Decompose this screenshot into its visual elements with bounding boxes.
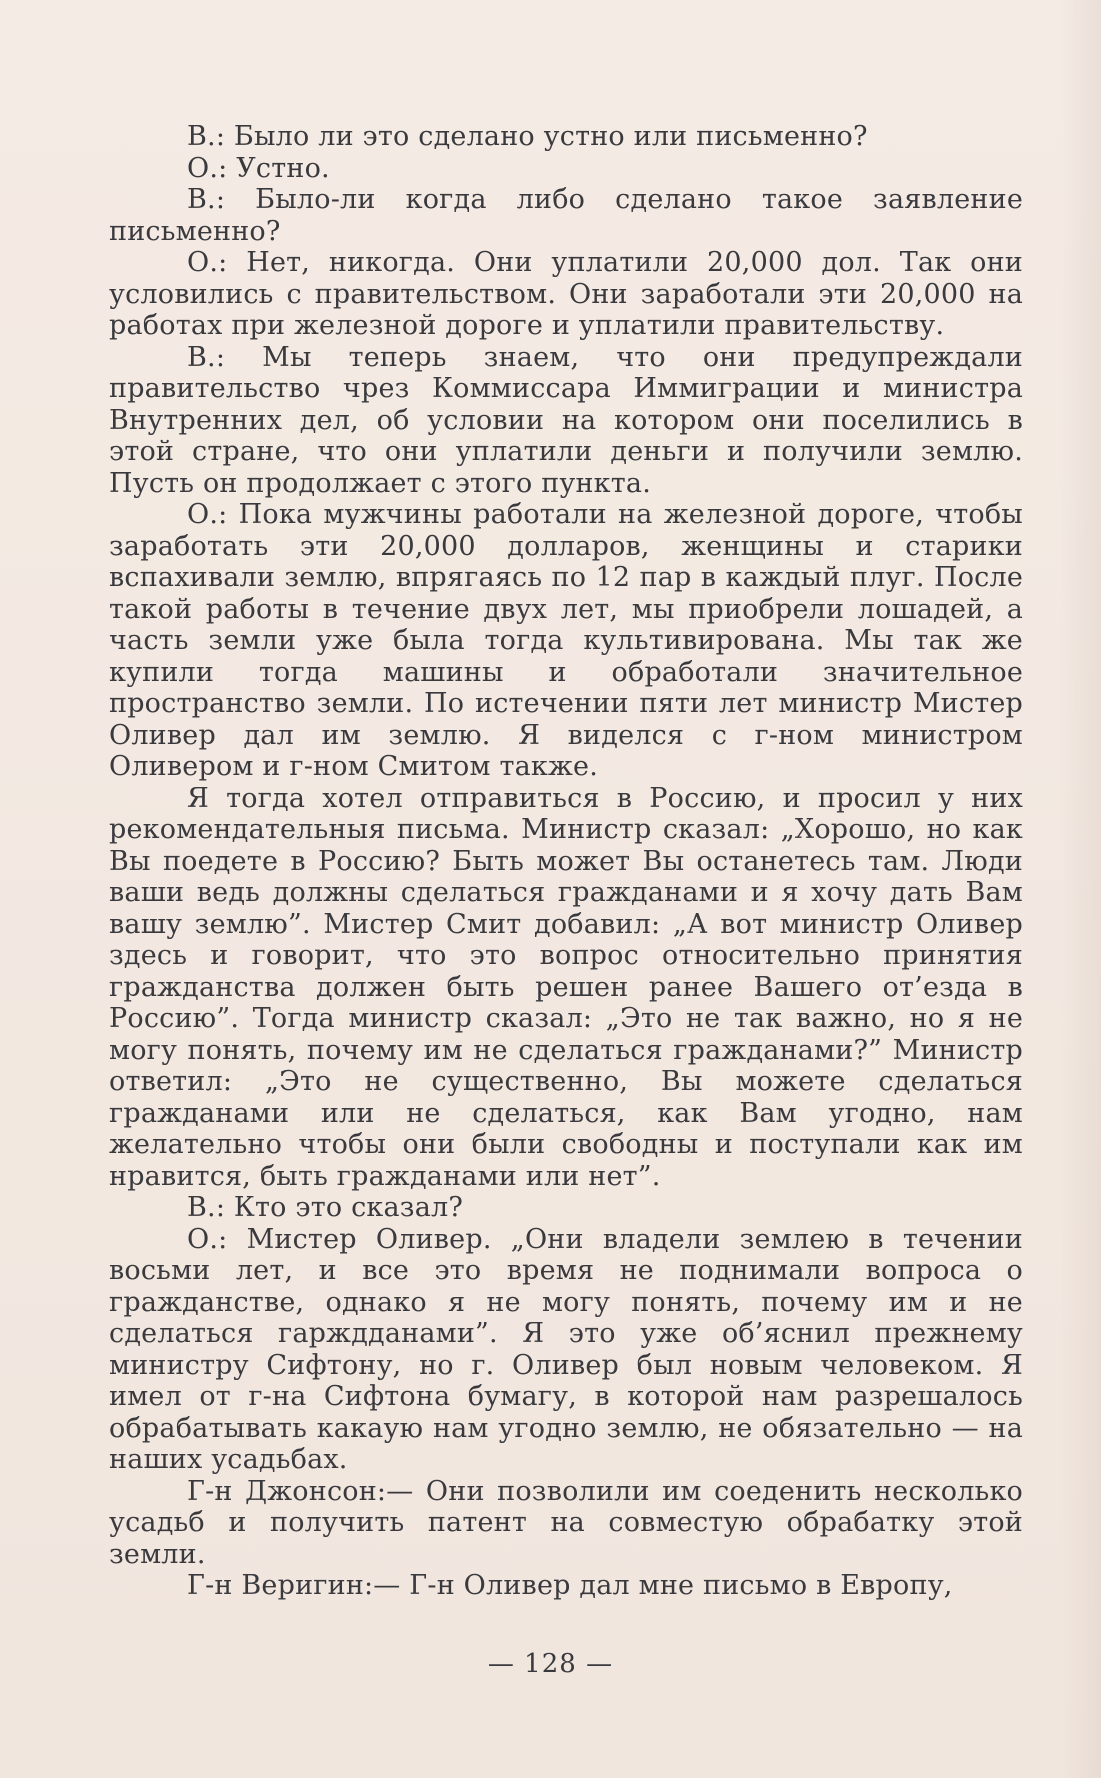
page-text bbox=[109, 121, 1023, 1602]
paragraph-7: Я тогда хотел отправиться в Россию, и просил у них рекомендательныя письма. Министр сказал: „Хорошо, но как Вы поедете в Россию? Быть может Вы останетесь там. Люди ваши ведь должны сделаться гражданами и я хочу дать Вам вашу землю”. Мистер Смит добавил: „А вот министр Оливер здесь и говорит, что это вопрос относительно принятия гражданства должен быть решен ранее Вашего от’езда в Россию”. Тогда министр сказал: „Это не так важно, но я не могу понять, почему им не сделаться гражданами?” Министр ответил: „Это не существенно, Вы можете сделаться гражданами или не сделаться, как Вам угодно, нам желательно чтобы они были свободны и поступали как им нравится, быть гражданами или нет”. bbox=[109, 782, 1023, 1192]
paragraph-3: В.: Было-ли когда либо сделано такое заявление письменно? bbox=[109, 184, 1023, 247]
paragraph-1: В.: Было ли это сделано устно или письменно? bbox=[187, 121, 868, 152]
paragraph-6: О.: Пока мужчины работали на железной дороге, чтобы заработать эти 20,000 долларов, женщины и старики вспахивали землю, впрягаясь по 12 пар в каждый плуг. После такой работы в течение двух лет, мы приобрели лошадей, а часть земли уже была тогда культивирована. Мы так же купили тогда машины и обрабoтали значительное пространство земли. По истечении пяти лет министр Мистер Оливер дал им землю. Я виделся с г-ном министром Оливером и г-ном Смитом также. bbox=[109, 499, 1023, 782]
paragraph-5: В.: Мы теперь знаем, что они предупреждали правительство чрез Коммиссара Иммиграции и министра Внутренних дел, об условии на котором они поселились в этой стране, что они уплатили деньги и получили землю. Пусть он продолжает с этого пункта. bbox=[109, 341, 1023, 499]
paragraph-9: О.: Мистер Оливер. „Они владели землею в течении восьми лет, и все это время не поднимали вопроса о гражданстве, однако я не могу понять, почему им и не сделаться гарждданами”. Я это уже об’яснил прежнему министру Сифтону, но г. Оливер был новым человеком. Я имел от г-на Сифтона бумагу, в которой нам разрешалось обрабатывать какаую нам угодно землю, не обязательно — на наших усадьбах. bbox=[109, 1223, 1023, 1475]
paragraph-4: О.: Нет, никогда. Они уплатили 20,000 дол. Так они условились с правительством. Они заработали эти 20,000 на работах при железной дороге и уплатили правительству. bbox=[109, 247, 1023, 341]
paragraph-11: Г-н Веригин:— Г-н Оливер дал мне письмо в Европу, bbox=[187, 1570, 953, 1601]
paragraph-8: В.: Кто это сказал? bbox=[187, 1192, 464, 1223]
page-number: — 128 — bbox=[487, 1649, 614, 1679]
paragraph-10: Г-н Джонсон:— Они позволили им соеденить несколько усадьб и получить патент на совместую обрабатку этой земли. bbox=[109, 1475, 1023, 1570]
paragraph-2: О.: Устно. bbox=[187, 152, 330, 184]
